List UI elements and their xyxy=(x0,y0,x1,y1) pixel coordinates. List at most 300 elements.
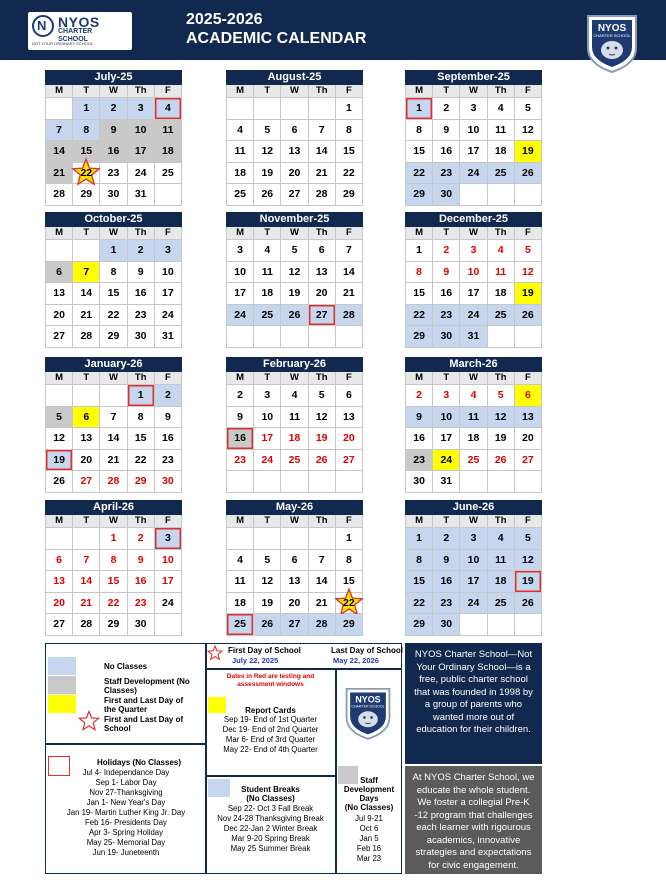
weekday-label: M xyxy=(46,372,73,384)
school-days-label: First and Last Day of School xyxy=(104,715,184,733)
empty-cell xyxy=(488,326,515,348)
day-cell: 26 xyxy=(309,450,336,472)
weekday-label: Th xyxy=(128,227,155,239)
day-cell: 11 xyxy=(254,262,281,284)
day-cell: 6 xyxy=(309,240,336,262)
day-cell: 15 xyxy=(100,571,127,593)
day-cell: 11 xyxy=(155,120,182,142)
day-cell: 21 xyxy=(309,163,336,185)
weekday-label: F xyxy=(336,227,363,239)
weekday-label: M xyxy=(46,85,73,97)
month-title: December-25 xyxy=(405,212,542,227)
list-item: Nov 27-Thanksgiving xyxy=(89,788,163,797)
day-cell: 27 xyxy=(515,450,542,472)
list-item: Jan 19- Martin Luther King Jr. Day xyxy=(66,808,186,817)
list-item: Mar 6- End of 3rd Quarter xyxy=(225,735,316,744)
day-cell: 8 xyxy=(406,120,433,142)
day-cell: 27 xyxy=(46,614,73,636)
quarter-swatch xyxy=(48,695,76,713)
day-cell: 17 xyxy=(227,283,254,305)
day-cell: 16 xyxy=(227,428,254,450)
day-cell: 18 xyxy=(281,428,308,450)
day-cell: 4 xyxy=(460,385,487,407)
month-calendar xyxy=(405,212,542,348)
empty-cell xyxy=(254,98,281,120)
weekday-label: T xyxy=(433,515,460,527)
day-cell: 23 xyxy=(128,593,155,615)
weekday-label: F xyxy=(155,372,182,384)
day-cell: 19 xyxy=(46,450,73,472)
list-item: May 25- Memorial Day xyxy=(86,838,166,847)
day-cell: 7 xyxy=(46,120,73,142)
month-calendar xyxy=(226,500,363,636)
day-cell: 19 xyxy=(254,593,281,615)
day-cell: 7 xyxy=(309,550,336,572)
day-cell: 15 xyxy=(406,283,433,305)
list-item: Mar 9-20 Spring Break xyxy=(231,834,310,843)
weekday-label: W xyxy=(460,85,487,97)
day-cell: 5 xyxy=(281,240,308,262)
day-cell: 4 xyxy=(227,120,254,142)
weekday-label: F xyxy=(155,515,182,527)
list-item: Apr 3- Spring Holiday xyxy=(88,828,164,837)
day-cell: 4 xyxy=(488,528,515,550)
empty-cell xyxy=(460,471,487,493)
list-item: Jan 1- New Year's Day xyxy=(86,798,166,807)
day-cell: 22 xyxy=(406,163,433,185)
weekday-label: M xyxy=(227,515,254,527)
day-cell: 5 xyxy=(254,550,281,572)
empty-cell xyxy=(309,326,336,348)
day-cell: 12 xyxy=(515,262,542,284)
weekday-label: T xyxy=(73,515,100,527)
month-title: February-26 xyxy=(226,357,363,372)
day-cell: 4 xyxy=(227,550,254,572)
weekday-header xyxy=(45,227,182,239)
empty-cell xyxy=(281,326,308,348)
day-cell: 22 xyxy=(100,593,127,615)
day-cell: 28 xyxy=(336,305,363,327)
day-cell: 7 xyxy=(309,120,336,142)
day-cell: 29 xyxy=(100,614,127,636)
day-cell: 25 xyxy=(155,163,182,185)
day-cell: 6 xyxy=(46,550,73,572)
day-cell: 29 xyxy=(100,326,127,348)
weekday-label: M xyxy=(406,515,433,527)
weekday-label: W xyxy=(281,515,308,527)
weekday-label: Th xyxy=(309,372,336,384)
month-title: November-25 xyxy=(226,212,363,227)
day-cell: 8 xyxy=(406,262,433,284)
day-cell: 22 xyxy=(100,305,127,327)
weekday-header xyxy=(45,515,182,527)
weekday-label: T xyxy=(433,372,460,384)
day-cell: 3 xyxy=(460,98,487,120)
day-cell: 1 xyxy=(336,528,363,550)
day-cell: 2 xyxy=(433,528,460,550)
list-item: Mar 23 xyxy=(356,854,382,863)
day-cell: 31 xyxy=(155,326,182,348)
month-calendar xyxy=(226,212,363,348)
day-cell: 19 xyxy=(309,428,336,450)
list-item: Dec 19- End of 2nd Quarter xyxy=(222,725,319,734)
day-cell: 21 xyxy=(309,593,336,615)
list-item: Feb 16- Presidents Day xyxy=(85,818,167,827)
day-cell: 24 xyxy=(460,593,487,615)
month-title: July-25 xyxy=(45,70,182,85)
day-cell: 11 xyxy=(227,141,254,163)
no-classes-label: No Classes xyxy=(104,662,148,671)
first-day-label: First Day of School xyxy=(228,646,301,655)
day-cell: 2 xyxy=(433,240,460,262)
header-banner xyxy=(0,0,666,60)
page-title: 2025-2026 ACADEMIC CALENDAR xyxy=(186,11,367,47)
day-cell: 13 xyxy=(309,262,336,284)
month-calendar xyxy=(405,357,542,493)
day-cell: 12 xyxy=(281,262,308,284)
day-cell: 29 xyxy=(406,326,433,348)
day-cell: 3 xyxy=(460,240,487,262)
day-cell: 11 xyxy=(488,262,515,284)
weekday-label: F xyxy=(515,372,542,384)
day-cell: 26 xyxy=(488,450,515,472)
day-cell: 8 xyxy=(100,550,127,572)
day-cell: 26 xyxy=(254,614,281,636)
day-cell: 18 xyxy=(227,163,254,185)
weekday-label: W xyxy=(100,85,127,97)
day-cell: 27 xyxy=(46,326,73,348)
day-cell: 11 xyxy=(460,407,487,429)
last-day-date: May 22, 2026 xyxy=(333,656,379,665)
svg-text:NYOS: NYOS xyxy=(597,23,627,34)
day-cell xyxy=(336,593,363,615)
day-cell: 6 xyxy=(281,550,308,572)
empty-cell xyxy=(46,98,73,120)
weekday-label: T xyxy=(433,227,460,239)
testing-note: Dates in Red are testing and assessment windows xyxy=(226,673,315,688)
list-item: Jul 9-21 xyxy=(355,814,383,823)
day-cell: 24 xyxy=(128,163,155,185)
staff-days-title: Staff Development Days (No Classes) xyxy=(343,776,395,812)
day-cell: 15 xyxy=(406,571,433,593)
day-cell: 24 xyxy=(155,305,182,327)
weekday-header xyxy=(405,85,542,97)
day-cell: 9 xyxy=(433,550,460,572)
weekday-label: W xyxy=(100,515,127,527)
empty-cell xyxy=(73,240,100,262)
day-cell: 27 xyxy=(281,614,308,636)
day-cell: 1 xyxy=(406,240,433,262)
weekday-label: F xyxy=(336,372,363,384)
day-cell: 7 xyxy=(73,550,100,572)
day-cell: 18 xyxy=(460,428,487,450)
day-grid xyxy=(405,527,542,636)
day-cell: 26 xyxy=(515,593,542,615)
day-cell: 30 xyxy=(128,614,155,636)
month-title: August-25 xyxy=(226,70,363,85)
month-calendar xyxy=(405,70,542,206)
weekday-label: T xyxy=(254,372,281,384)
day-cell: 16 xyxy=(155,428,182,450)
day-cell: 26 xyxy=(515,163,542,185)
day-cell: 8 xyxy=(73,120,100,142)
day-cell: 26 xyxy=(46,471,73,493)
logo-sub: CHARTER SCHOOL xyxy=(58,28,93,43)
svg-text:CHARTER SCHOOL: CHARTER SCHOOL xyxy=(593,33,631,38)
day-cell: 3 xyxy=(155,240,182,262)
weekday-header xyxy=(405,372,542,384)
weekday-label: M xyxy=(227,85,254,97)
day-cell: 22 xyxy=(336,163,363,185)
day-cell: 9 xyxy=(155,407,182,429)
day-cell: 26 xyxy=(254,184,281,206)
day-cell: 2 xyxy=(155,385,182,407)
day-cell: 25 xyxy=(488,305,515,327)
day-cell: 24 xyxy=(227,305,254,327)
day-cell: 11 xyxy=(488,550,515,572)
day-cell: 27 xyxy=(336,450,363,472)
legend-divider xyxy=(45,743,206,745)
empty-cell xyxy=(227,98,254,120)
day-grid xyxy=(405,239,542,348)
day-cell: 10 xyxy=(460,262,487,284)
about-box: NYOS Charter School—Not Your Ordinary School—is a free, public charter school that was founded in 1998 by a group of parents who wanted more out of education for their children. xyxy=(405,643,542,764)
day-cell: 23 xyxy=(155,450,182,472)
weekday-label: T xyxy=(254,227,281,239)
day-cell: 28 xyxy=(309,184,336,206)
day-cell: 20 xyxy=(336,428,363,450)
weekday-label: Th xyxy=(488,372,515,384)
day-cell: 9 xyxy=(100,120,127,142)
list-item: Jul 4- Independance Day xyxy=(82,768,170,777)
report-cards-title: Report Cards xyxy=(245,706,296,715)
weekday-label: Th xyxy=(128,85,155,97)
day-cell: 13 xyxy=(46,571,73,593)
day-cell: 18 xyxy=(488,283,515,305)
day-cell: 17 xyxy=(460,141,487,163)
month-title: January-26 xyxy=(45,357,182,372)
day-cell: 12 xyxy=(309,407,336,429)
staff-days-list xyxy=(336,814,402,864)
empty-cell xyxy=(488,614,515,636)
weekday-label: T xyxy=(254,85,281,97)
weekday-label: M xyxy=(46,515,73,527)
day-cell: 28 xyxy=(100,471,127,493)
weekday-label: W xyxy=(100,372,127,384)
day-cell: 16 xyxy=(433,571,460,593)
day-cell: 3 xyxy=(128,98,155,120)
day-cell: 10 xyxy=(155,550,182,572)
weekday-header xyxy=(405,515,542,527)
day-cell: 2 xyxy=(406,385,433,407)
empty-cell xyxy=(254,471,281,493)
day-cell: 25 xyxy=(254,305,281,327)
month-title: May-26 xyxy=(226,500,363,515)
day-cell: 9 xyxy=(406,407,433,429)
day-cell: 27 xyxy=(281,184,308,206)
day-cell: 15 xyxy=(128,428,155,450)
day-grid xyxy=(45,384,182,493)
weekday-label: Th xyxy=(309,85,336,97)
day-cell: 6 xyxy=(515,385,542,407)
day-cell: 4 xyxy=(281,385,308,407)
list-item: Sep 22- Oct 3 Fall Break xyxy=(227,804,314,813)
weekday-header xyxy=(45,85,182,97)
weekday-label: T xyxy=(254,515,281,527)
month-calendar xyxy=(226,70,363,206)
empty-cell xyxy=(488,471,515,493)
day-cell: 20 xyxy=(309,283,336,305)
weekday-label: Th xyxy=(488,515,515,527)
mission-box: At NYOS Charter School, we educate the whole student. We foster a collegial Pre-K -12 program that challenges each learner with rigourous academics, innovative strategies and expectations for civic engagement. xyxy=(405,766,542,874)
day-cell: 5 xyxy=(515,528,542,550)
day-cell: 30 xyxy=(100,184,127,206)
weekday-label: W xyxy=(460,227,487,239)
day-cell: 3 xyxy=(460,528,487,550)
day-cell: 31 xyxy=(460,326,487,348)
logo-tagline: NOT YOUR ORDINARY SCHOOL xyxy=(32,41,94,46)
day-cell: 29 xyxy=(128,471,155,493)
weekday-label: Th xyxy=(309,515,336,527)
day-cell: 10 xyxy=(254,407,281,429)
list-item: Dec 22-Jan 2 Winter Break xyxy=(223,824,318,833)
day-cell: 10 xyxy=(155,262,182,284)
day-cell: 12 xyxy=(254,141,281,163)
star-icon xyxy=(207,645,223,661)
day-cell: 21 xyxy=(100,450,127,472)
day-cell: 2 xyxy=(100,98,127,120)
first-day-date: July 22, 2025 xyxy=(232,656,279,665)
day-cell: 30 xyxy=(128,326,155,348)
day-cell: 18 xyxy=(155,141,182,163)
day-cell: 13 xyxy=(281,571,308,593)
day-cell: 12 xyxy=(515,550,542,572)
day-cell: 10 xyxy=(128,120,155,142)
empty-cell xyxy=(73,528,100,550)
weekday-label: F xyxy=(515,515,542,527)
list-item: Jan 5 xyxy=(359,834,379,843)
day-cell: 28 xyxy=(73,614,100,636)
day-cell: 15 xyxy=(100,283,127,305)
day-cell: 23 xyxy=(433,305,460,327)
staff-dev-label: Staff Development (No Classes) xyxy=(104,677,190,695)
weekday-header xyxy=(405,227,542,239)
day-cell: 21 xyxy=(336,283,363,305)
empty-cell xyxy=(46,385,73,407)
empty-cell xyxy=(309,98,336,120)
nyos-logo xyxy=(28,12,132,50)
day-grid xyxy=(405,384,542,493)
day-grid xyxy=(226,97,363,206)
day-cell: 28 xyxy=(73,326,100,348)
jaguar-shield-icon xyxy=(343,678,393,748)
day-cell: 9 xyxy=(433,120,460,142)
weekday-label: Th xyxy=(128,372,155,384)
day-cell: 22 xyxy=(406,593,433,615)
day-cell: 4 xyxy=(488,98,515,120)
day-cell: 13 xyxy=(281,141,308,163)
day-cell: 19 xyxy=(488,428,515,450)
month-title: April-26 xyxy=(45,500,182,515)
empty-cell xyxy=(515,471,542,493)
day-cell: 5 xyxy=(46,407,73,429)
day-cell: 20 xyxy=(46,593,73,615)
day-cell: 27 xyxy=(309,305,336,327)
day-grid xyxy=(45,97,182,206)
empty-cell xyxy=(336,471,363,493)
holidays-list xyxy=(48,768,204,858)
day-cell: 14 xyxy=(73,571,100,593)
day-cell: 12 xyxy=(515,120,542,142)
day-cell: 2 xyxy=(128,240,155,262)
legend-divider xyxy=(205,643,207,874)
month-calendar xyxy=(45,500,182,636)
day-cell: 11 xyxy=(281,407,308,429)
day-cell: 6 xyxy=(46,262,73,284)
quarter-label: First and Last Day of the Quarter xyxy=(104,696,184,714)
day-cell: 4 xyxy=(488,240,515,262)
legend-divider xyxy=(205,668,402,670)
day-cell: 28 xyxy=(309,614,336,636)
day-cell: 14 xyxy=(309,571,336,593)
day-cell: 20 xyxy=(515,428,542,450)
weekday-label: M xyxy=(46,227,73,239)
day-cell: 7 xyxy=(73,262,100,284)
day-cell: 25 xyxy=(460,450,487,472)
day-cell: 21 xyxy=(73,593,100,615)
weekday-label: T xyxy=(73,85,100,97)
day-cell: 15 xyxy=(336,141,363,163)
day-cell: 9 xyxy=(128,550,155,572)
day-cell: 30 xyxy=(433,326,460,348)
day-cell: 25 xyxy=(488,163,515,185)
empty-cell xyxy=(227,326,254,348)
day-cell: 16 xyxy=(100,141,127,163)
day-cell: 17 xyxy=(155,571,182,593)
day-cell: 20 xyxy=(46,305,73,327)
day-cell: 17 xyxy=(128,141,155,163)
day-grid xyxy=(45,239,182,348)
report-cards-list xyxy=(208,715,333,755)
day-cell: 1 xyxy=(73,98,100,120)
day-cell xyxy=(73,163,100,185)
day-cell: 28 xyxy=(46,184,73,206)
day-cell: 5 xyxy=(515,240,542,262)
day-cell: 6 xyxy=(281,120,308,142)
day-cell: 18 xyxy=(254,283,281,305)
day-cell: 16 xyxy=(433,141,460,163)
weekday-label: T xyxy=(73,227,100,239)
empty-cell xyxy=(515,184,542,206)
day-cell: 1 xyxy=(128,385,155,407)
day-cell: 17 xyxy=(433,428,460,450)
day-cell: 27 xyxy=(73,471,100,493)
day-cell: 8 xyxy=(336,120,363,142)
day-cell: 8 xyxy=(336,550,363,572)
day-cell: 23 xyxy=(433,593,460,615)
day-cell: 7 xyxy=(336,240,363,262)
nyos-n-icon xyxy=(32,15,54,37)
empty-cell xyxy=(460,614,487,636)
day-cell: 3 xyxy=(433,385,460,407)
breaks-list xyxy=(208,804,333,854)
weekday-label: Th xyxy=(488,85,515,97)
day-cell: 7 xyxy=(100,407,127,429)
day-cell: 9 xyxy=(433,262,460,284)
legend-divider xyxy=(205,775,335,777)
svg-text:CHARTER SCHOOL: CHARTER SCHOOL xyxy=(351,704,385,709)
day-cell: 23 xyxy=(227,450,254,472)
